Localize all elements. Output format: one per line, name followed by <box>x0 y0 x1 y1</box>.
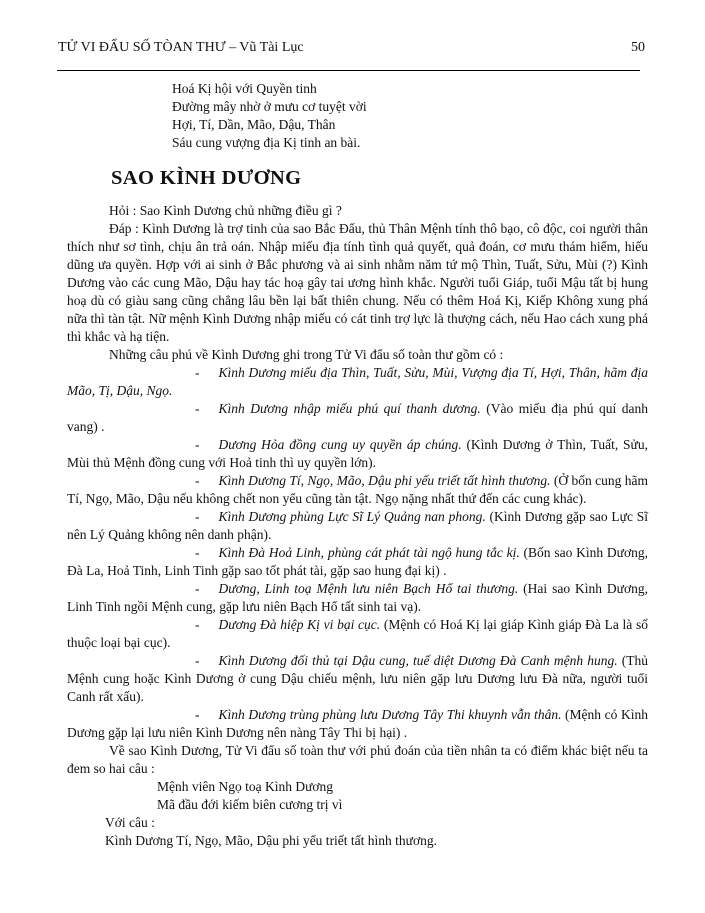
with-line: Với câu : <box>105 815 155 830</box>
section-heading: SAO KÌNH DƯƠNG <box>111 167 302 189</box>
phu-item <box>67 580 648 616</box>
phu-quote: Dương Hỏa đồng cung uy quyền áp chúng. <box>218 437 462 452</box>
phu-quote: Kình Dương miếu địa Thìn, Tuất, Sửu, Mùi, Vượng địa Tí, Hợi, Thân, hãm địa Mão, Tị, Dậu, Ngọ. <box>67 365 648 398</box>
phu-quote: Kình Dương nhập miếu phú quí thanh dương. <box>218 401 481 416</box>
phu-note: (Kình Dương gặp sao Lực Sĩ nên Lý Quảng không nên danh phận). <box>67 509 648 542</box>
verse-line: Mã đầu đới kiếm biên cương trị vì <box>157 797 343 812</box>
bullet-dash: - <box>195 365 200 380</box>
bullet-dash: - <box>195 707 200 722</box>
phu-intro-line: Những câu phú về Kình Dương ghi trong Tử Vi đẩu số toàn thư gồm có : <box>109 347 504 362</box>
phu-quote: Kình Đà Hoả Linh, phùng cát phát tài ngộ hung tắc kị. <box>218 545 520 560</box>
bullet-dash: - <box>195 653 200 668</box>
verse-line: Hợi, Tí, Dần, Mão, Dậu, Thân <box>172 117 336 132</box>
verse-block-bottom <box>157 778 648 814</box>
phu-item <box>67 616 648 652</box>
phu-quote: Dương, Linh toạ Mệnh lưu niên Bạch Hổ tai thương. <box>218 581 519 596</box>
phu-item <box>67 706 648 742</box>
phu-item <box>67 472 648 508</box>
phu-note: (Ở bốn cung hãm Tí, Ngọ, Mão, Dậu nếu không chết non yểu cũng tàn tật. Ngọ nặng nhất thứ đến các cung khác). <box>67 473 648 506</box>
page-body <box>67 80 648 850</box>
phu-note: (Thủ Mệnh cung hoặc Kình Dương ở cung Dậu chiếu mệnh, lưu niên gặp lưu Dương lưu Đà nữa, người tuổi Canh rất xấu). <box>67 653 648 704</box>
verse-line: Sáu cung vượng địa Kị tinh an bài. <box>172 135 361 150</box>
page-number: 50 <box>631 40 645 55</box>
phu-quote: Dương Đà hiệp Kị vi bại cục. <box>218 617 381 632</box>
bullet-dash: - <box>195 545 200 560</box>
phu-note: (Mệnh có Hoá Kị lại giáp Kình giáp Đà La là số thuộc loại bại cục). <box>67 617 648 650</box>
bullet-dash: - <box>195 581 200 596</box>
bullet-dash: - <box>195 473 200 488</box>
phu-item <box>67 508 648 544</box>
phu-note: (Bốn sao Kình Dương, Đà La, Hoả Tinh, Linh Tinh gặp sao tốt phát tài, gặp sao hung đại kị) . <box>67 545 649 578</box>
phu-quote: Kình Dương đối thủ tại Dậu cung, tuế diệt Dương Đà Canh mệnh hung. <box>218 653 618 668</box>
verse-line: Hoá Kị hội với Quyền tinh <box>172 81 317 96</box>
closing-paragraph: Về sao Kình Dương, Tử Vi đẩu số toàn thư với phú đoán của tiền nhân ta có điểm khác biệt nếu ta đem so hai câu : <box>67 743 648 776</box>
question-line: Hỏi : Sao Kình Dương chủ những điều gì ? <box>109 203 342 218</box>
verse-block-top <box>172 80 648 152</box>
phu-note: (Kình Dương ở Thìn, Tuất, Sửu, Mùi thủ Mệnh đồng cung với Hoả tinh thì uy quyền lớn). <box>67 437 648 470</box>
bullet-dash: - <box>195 401 200 416</box>
phu-item <box>67 400 648 436</box>
phu-quote: Kình Dương trùng phùng lưu Dương Tây Thi khuynh vẫn thân. <box>218 707 562 722</box>
phu-quote: Kình Dương phùng Lực Sĩ Lý Quảng nan phong. <box>218 509 486 524</box>
bullet-dash: - <box>195 617 200 632</box>
page-header <box>0 0 705 56</box>
header-book-title: TỬ VI ĐẨU SỐ TÒAN THƯ – Vũ Tài Lục <box>58 40 304 55</box>
phu-note: (Mệnh có Kình Dương gặp lại lưu niên Kình Dương nên nàng Tây Thi bị hại) . <box>67 707 649 740</box>
header-divider <box>57 70 640 71</box>
final-line: Kình Dương Tí, Ngọ, Mão, Dậu phi yểu triết tất hình thương. <box>105 833 438 848</box>
phu-quote: Kình Dương Tí, Ngọ, Mão, Dậu phi yếu triết tất hình thương. <box>218 473 551 488</box>
phu-item <box>67 544 648 580</box>
verse-line: Đường mây nhờ ở mưu cơ tuyệt vời <box>172 99 367 114</box>
phu-note: (Hai sao Kình Dương, Linh Tinh ngồi Mệnh cung, gặp lưu niên Bạch Hổ tất sinh tai vạ). <box>67 581 648 614</box>
phu-item <box>67 652 648 706</box>
phu-note: (Vào miếu địa phú quí danh vang) . <box>67 401 649 434</box>
phu-item <box>67 436 648 472</box>
verse-line: Mệnh viên Ngọ toạ Kình Dương <box>157 779 334 794</box>
phu-item <box>67 364 648 400</box>
bullet-dash: - <box>195 437 200 452</box>
bullet-dash: - <box>195 509 200 524</box>
answer-paragraph: Đáp : Kình Dương là trợ tinh của sao Bắc Đẩu, thủ Thân Mệnh tính thô bạo, cô độc, coi người thân thích như sơ tình, chịu ân trả oán. Nhập miếu địa tính tình quả quyết, quả đoán, cơ mưu thám hiểm, hiếu dũng ưa quyền. Hợp với ai sinh ở Bắc phương và ai sinh nhằm năm tứ mộ Thìn, Tuất, Sửu, Mùi (?) Kình Dương vào các cung Mão, Dậu hay tác hoạ gây tai ương hình khắc. Người tuổi Giáp, tuổi Mậu tất bị hung hoạ dù có giàu sang cũng chẳng lâu bền lại bất thiên chung. Nếu có thêm Hoá Kị, Kiếp Không xung phá nữa thì tàn tật. Nữ mệnh Kình Dương nhập miếu có cát tinh trợ lực là thượng cách, nếu Hao cách xung phá thì khắc và hạ tiện. <box>67 221 648 344</box>
